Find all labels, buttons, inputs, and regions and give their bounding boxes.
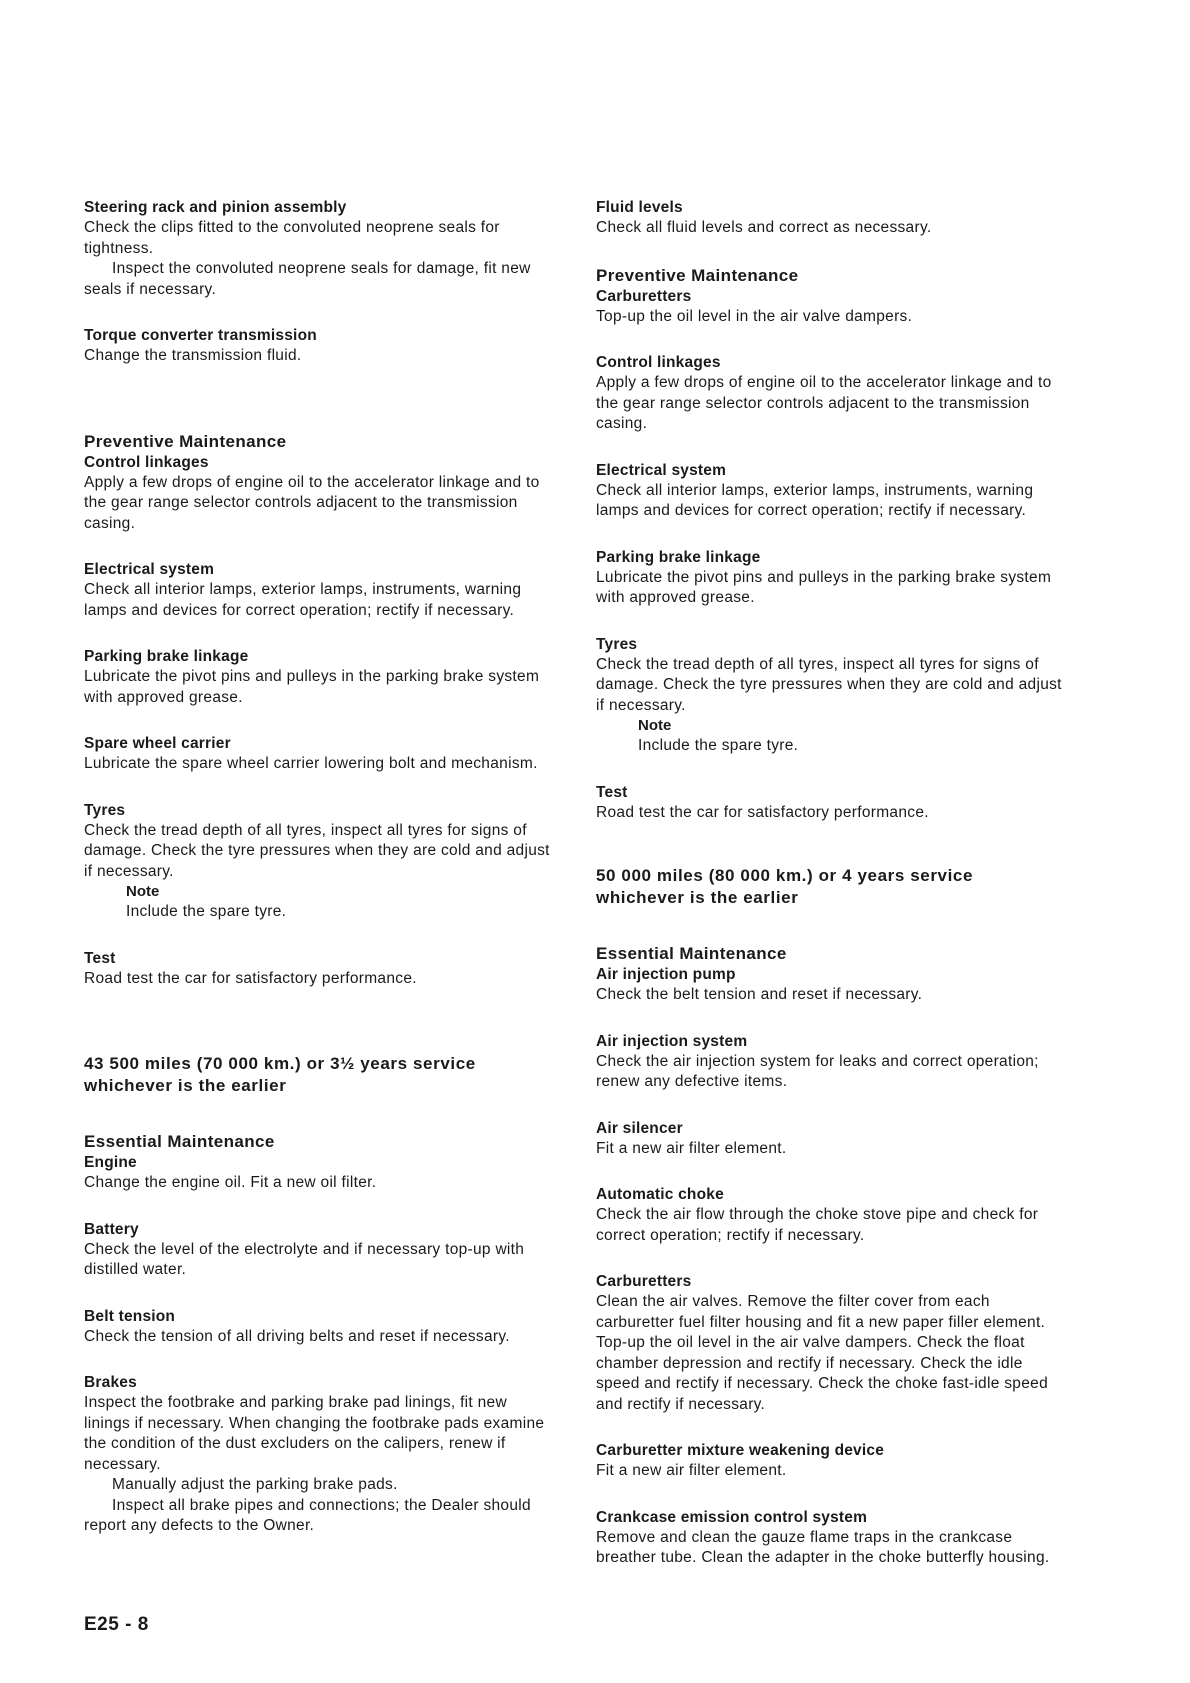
paragraph: Remove and clean the gauze flame traps in the crankcase breather tube. Clean the adapter in the choke butterfly housing. bbox=[596, 1528, 1050, 1566]
brakes-section bbox=[84, 1373, 554, 1537]
tyres-section bbox=[84, 801, 554, 923]
note-text: Include the spare tyre. bbox=[638, 737, 799, 754]
paragraph: Fit a new air filter element. bbox=[596, 1462, 787, 1479]
section-heading: Fluid levels bbox=[596, 199, 683, 216]
paragraph: Check the clips fitted to the convoluted neoprene seals for tightness. bbox=[84, 219, 500, 257]
section-heading: Test bbox=[84, 949, 116, 967]
note bbox=[84, 882, 554, 923]
paragraph: Inspect the footbrake and parking brake pad linings, fit new linings if necessary. When changing the footbrake pads examine the condition of the dust excluders on the calipers, renew if necessary. bbox=[84, 1394, 545, 1473]
paragraph: Change the transmission fluid. bbox=[84, 347, 302, 364]
paragraph: Inspect all brake pipes and connections; the Dealer should report any defects to the Owner. bbox=[84, 1496, 531, 1534]
paragraph: Lubricate the pivot pins and pulleys in the parking brake system with approved grease. bbox=[84, 668, 540, 706]
paragraph: Clean the air valves. Remove the filter cover from each carburetter fuel filter housing and fit a new paper filler element. Top-up the oil level in the air valve dampers. Check the float chamber depression and rectify if necessary. Check the idle speed and rectify if necessary. Check the choke fast-idle speed and rectify if necessary. bbox=[596, 1293, 1048, 1413]
automatic-choke-section bbox=[596, 1185, 1066, 1246]
preventive-maintenance-heading: Preventive Maintenance bbox=[596, 265, 799, 285]
section-heading: Battery bbox=[84, 1220, 139, 1238]
note-label: Note bbox=[126, 883, 160, 900]
paragraph: Check the tread depth of all tyres, inspect all tyres for signs of damage. Check the tyre pressures when they are cold and adjust if necessary. bbox=[84, 821, 550, 880]
paragraph: Road test the car for satisfactory performance. bbox=[84, 969, 417, 987]
electrical-system-section bbox=[596, 461, 1066, 522]
paragraph: Inspect the convoluted neoprene seals for damage, fit new seals if necessary. bbox=[84, 260, 531, 298]
service-interval-heading bbox=[596, 865, 1066, 909]
parking-brake-section bbox=[84, 647, 554, 708]
section-heading: Torque converter transmission bbox=[84, 327, 317, 344]
paragraph: Apply a few drops of engine oil to the accelerator linkage and to the gear range selector controls adjacent to the transmission casing. bbox=[596, 374, 1052, 432]
mixture-weakening-section bbox=[596, 1441, 1066, 1482]
battery-section bbox=[84, 1220, 554, 1281]
preventive-maintenance-heading: Preventive Maintenance bbox=[84, 431, 287, 451]
section-heading: Control linkages bbox=[596, 354, 721, 371]
left-column bbox=[84, 198, 554, 1563]
paragraph: Fit a new air filter element. bbox=[596, 1139, 787, 1157]
right-column bbox=[596, 198, 1066, 1595]
service-interval-heading bbox=[84, 1053, 554, 1097]
test-section bbox=[596, 783, 1066, 824]
paragraph: Check the level of the electrolyte and if necessary top-up with distilled water. bbox=[84, 1240, 525, 1278]
spare-wheel-section bbox=[84, 734, 554, 775]
note-label: Note bbox=[638, 717, 672, 734]
note bbox=[596, 716, 1066, 757]
control-linkages-section bbox=[596, 353, 1066, 435]
engine-section bbox=[84, 1153, 554, 1194]
section-heading: Brakes bbox=[84, 1374, 137, 1391]
section-heading: Air injection pump bbox=[596, 966, 736, 983]
paragraph: Manually adjust the parking brake pads. bbox=[112, 1476, 398, 1493]
section-heading: Electrical system bbox=[84, 561, 215, 578]
section-heading: Belt tension bbox=[84, 1307, 176, 1325]
paragraph: Check the tension of all driving belts and reset if necessary. bbox=[84, 1327, 510, 1345]
section-heading: Engine bbox=[84, 1154, 137, 1171]
section-heading: Carburetters bbox=[596, 287, 692, 305]
section-heading: Spare wheel carrier bbox=[84, 735, 231, 752]
fluid-levels-section bbox=[596, 198, 1066, 239]
section-heading: Automatic choke bbox=[596, 1186, 724, 1203]
section-heading: Carburetters bbox=[596, 1273, 692, 1290]
paragraph: Check all interior lamps, exterior lamps, instruments, warning lamps and devices for correct operation; rectify if necessary. bbox=[84, 581, 522, 619]
crankcase-emission-section bbox=[596, 1508, 1066, 1569]
paragraph: Check all interior lamps, exterior lamps, instruments, warning lamps and devices for correct operation; rectify if necessary. bbox=[596, 481, 1034, 519]
note-text: Include the spare tyre. bbox=[126, 903, 287, 920]
paragraph: Road test the car for satisfactory performance. bbox=[596, 803, 929, 821]
paragraph: Check all fluid levels and correct as necessary. bbox=[596, 219, 932, 236]
paragraph: Check the air flow through the choke stove pipe and check for correct operation; rectify if necessary. bbox=[596, 1206, 1039, 1244]
service-interval-line: whichever is the earlier bbox=[596, 888, 799, 907]
paragraph: Change the engine oil. Fit a new oil filter. bbox=[84, 1174, 377, 1191]
air-injection-system-section bbox=[596, 1032, 1066, 1093]
paragraph: Check the air injection system for leaks and correct operation; renew any defective items. bbox=[596, 1052, 1039, 1090]
control-linkages-section bbox=[84, 453, 554, 535]
section-heading: Parking brake linkage bbox=[596, 548, 761, 566]
section-heading: Tyres bbox=[596, 635, 638, 653]
section-heading: Air silencer bbox=[596, 1119, 683, 1137]
test-section bbox=[84, 949, 554, 990]
spacer bbox=[84, 393, 554, 431]
carburetters-section bbox=[596, 287, 1066, 328]
section-heading: Electrical system bbox=[596, 461, 727, 479]
essential-maintenance-heading: Essential Maintenance bbox=[596, 944, 787, 963]
section-heading: Test bbox=[596, 783, 628, 801]
service-interval-line: 50 000 miles (80 000 km.) or 4 years service bbox=[596, 866, 974, 885]
belt-tension-section bbox=[84, 1307, 554, 1348]
paragraph: Check the belt tension and reset if necessary. bbox=[596, 986, 923, 1003]
section-heading: Carburetter mixture weakening device bbox=[596, 1442, 885, 1459]
section-heading: Parking brake linkage bbox=[84, 648, 249, 665]
paragraph: Lubricate the pivot pins and pulleys in the parking brake system with approved grease. bbox=[596, 568, 1052, 606]
paragraph: Check the tread depth of all tyres, inspect all tyres for signs of damage. Check the tyre pressures when they are cold and adjust if necessary. bbox=[596, 655, 1062, 714]
spacer bbox=[596, 849, 1066, 865]
section-heading: Tyres bbox=[84, 801, 126, 819]
spacer bbox=[84, 1015, 554, 1053]
service-interval-line: 43 500 miles (70 000 km.) or 3½ years service bbox=[84, 1054, 476, 1073]
paragraph: Lubricate the spare wheel carrier lowering bolt and mechanism. bbox=[84, 755, 538, 772]
parking-brake-section bbox=[596, 548, 1066, 609]
section-heading: Control linkages bbox=[84, 453, 209, 471]
service-interval-line: whichever is the earlier bbox=[84, 1076, 287, 1095]
page-number: E25 - 8 bbox=[84, 1614, 149, 1635]
electrical-system-section bbox=[84, 560, 554, 621]
torque-converter-section bbox=[84, 326, 554, 367]
tyres-section bbox=[596, 635, 1066, 757]
air-silencer-section bbox=[596, 1119, 1066, 1160]
carburetters-section bbox=[596, 1272, 1066, 1415]
section-heading: Air injection system bbox=[596, 1032, 748, 1050]
section-heading: Steering rack and pinion assembly bbox=[84, 199, 347, 216]
steering-rack-section bbox=[84, 198, 554, 300]
section-heading: Crankcase emission control system bbox=[596, 1508, 868, 1526]
essential-maintenance-heading: Essential Maintenance bbox=[84, 1132, 275, 1151]
paragraph: Top-up the oil level in the air valve dampers. bbox=[596, 307, 913, 325]
paragraph: Apply a few drops of engine oil to the accelerator linkage and to the gear range selector controls adjacent to the transmission casing. bbox=[84, 473, 540, 532]
air-injection-pump-section bbox=[596, 965, 1066, 1006]
